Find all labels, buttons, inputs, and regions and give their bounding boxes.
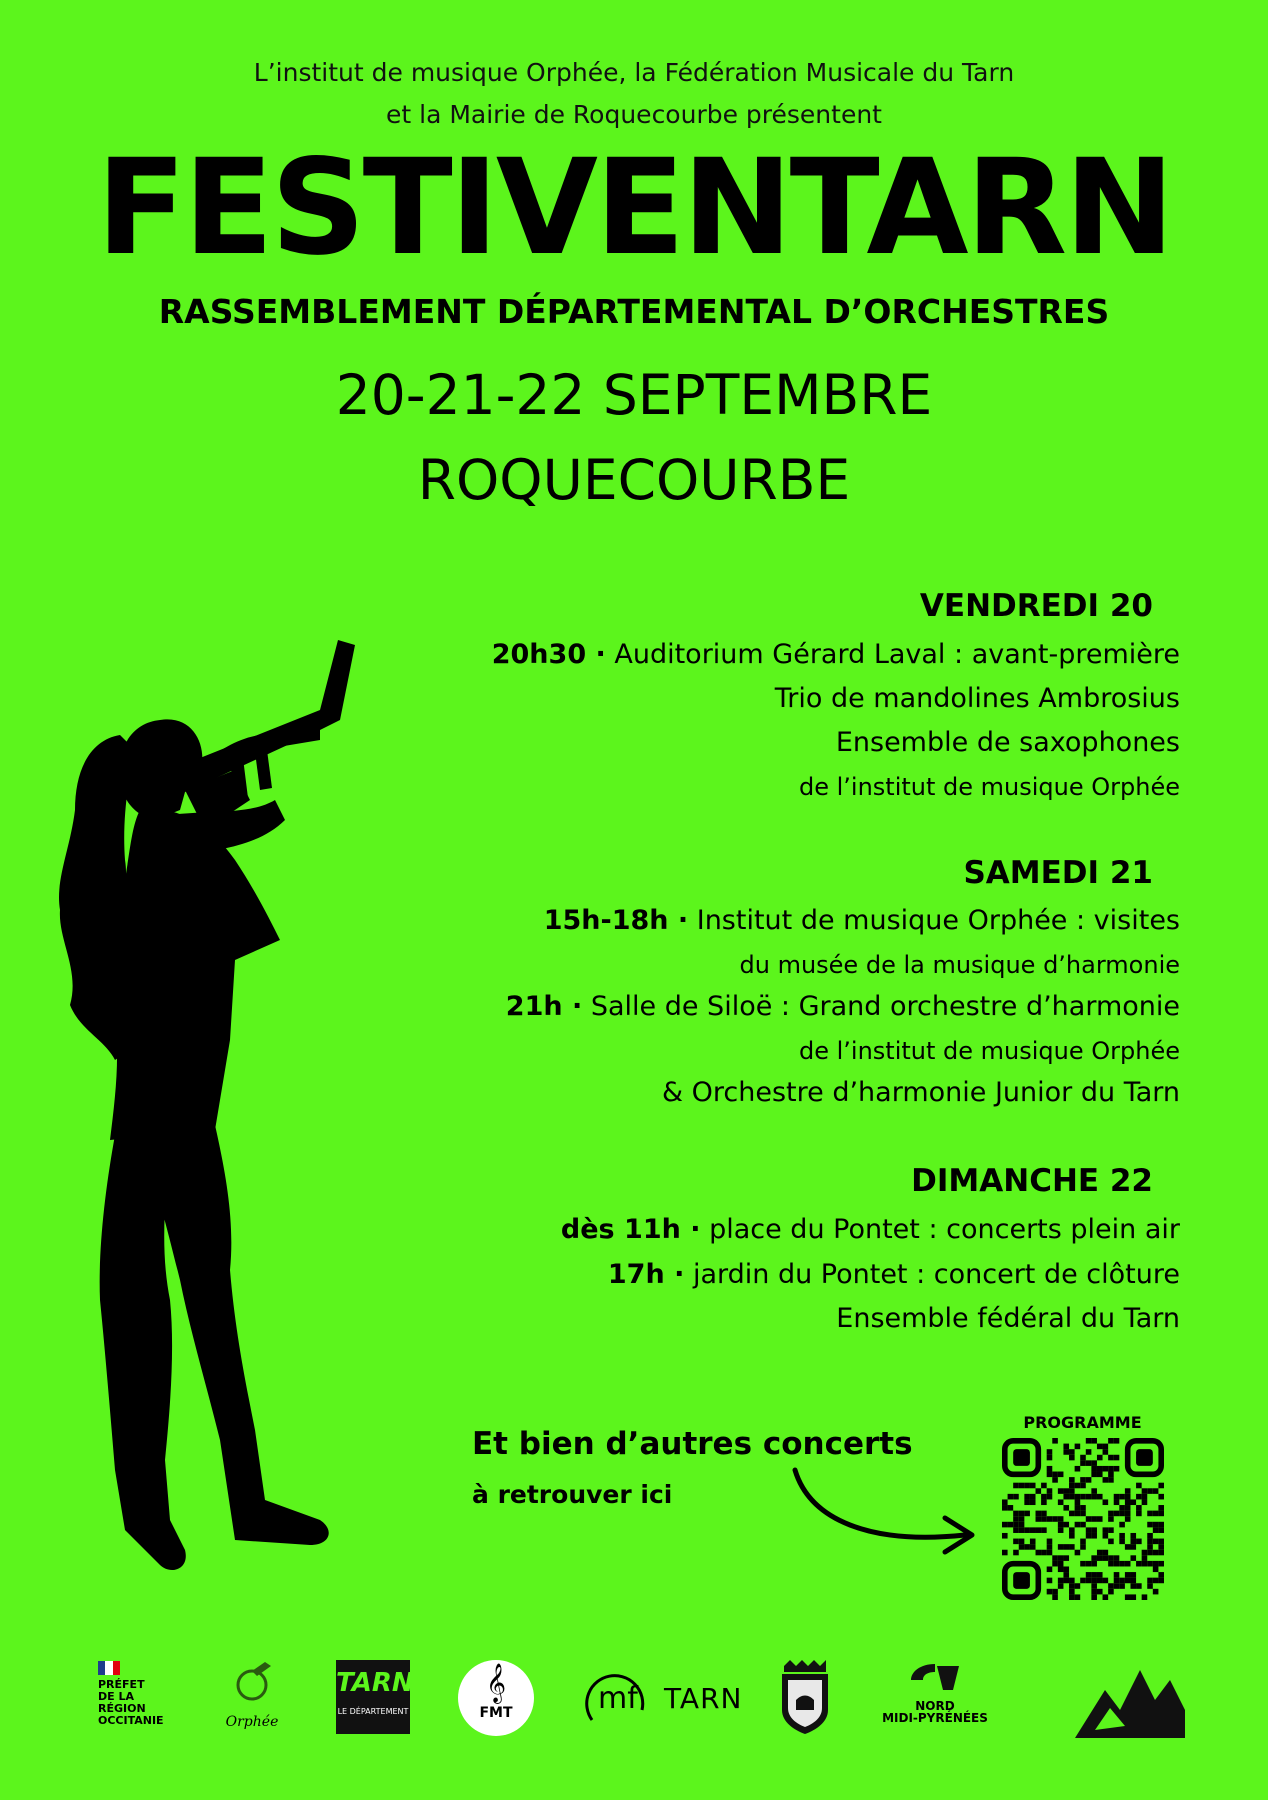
ca-line-2: MIDI-PYRÉNÉES: [882, 1711, 988, 1725]
mountain-logo-icon: [1075, 1660, 1185, 1738]
friday-line-4: de l’institut de musique Orphée: [798, 773, 1180, 801]
friday-event-1: Auditorium Gérard Laval : avant-première: [614, 639, 1180, 670]
sunday-event-2: jardin du Pontet : concert de clôture: [692, 1259, 1180, 1290]
logo-fmt: [458, 1660, 534, 1736]
prefet-line-1: PRÉFET: [98, 1678, 145, 1691]
logo-prefet-occitanie: [98, 1660, 178, 1740]
logo-credit-agricole: [880, 1660, 990, 1740]
saturday-event-1: Institut de musique Orphée : visites: [696, 905, 1180, 936]
logo-roquecourbe-crest: [778, 1660, 832, 1740]
friday-line-3: Ensemble de saxophones: [835, 727, 1180, 758]
qr-code-icon[interactable]: [1002, 1438, 1164, 1600]
presenters-line-2: et la Mairie de Roquecourbe présentent: [386, 100, 882, 129]
festival-title: FESTIVENTARN: [96, 131, 1172, 285]
tarn-sub-label: LE DÉPARTEMENT: [337, 1707, 409, 1716]
festival-city: ROQUECOURBE: [417, 448, 851, 512]
horn-icon: [227, 1660, 277, 1710]
sunday-line-2: [320, 1254, 1180, 1296]
sunday-line-1: [320, 1209, 1180, 1251]
logo-tarn-departement: [336, 1660, 414, 1734]
marianne-icon: [98, 1661, 120, 1675]
curved-arrow-icon: [780, 1460, 990, 1560]
friday-line-1: [320, 634, 1180, 676]
more-concerts-sub: à retrouver ici: [472, 1480, 673, 1509]
svg-text:mf: mf: [598, 1681, 638, 1716]
coat-of-arms-icon: [778, 1660, 832, 1734]
festival-dates: 20-21-22 SEPTEMBRE: [335, 363, 933, 427]
credit-agricole-icon: [905, 1660, 965, 1696]
tarn-label: TARN: [336, 1668, 414, 1698]
saturday-line-5: & Orchestre d’harmonie Junior du Tarn: [662, 1077, 1180, 1108]
qr-label: PROGRAMME: [1023, 1413, 1142, 1432]
saturday-line-2: du musée de la musique d’harmonie: [739, 951, 1180, 979]
sunday-time-1: dès 11h ·: [560, 1214, 701, 1245]
logo-orphee: [222, 1660, 282, 1740]
mf-icon: [582, 1660, 652, 1730]
saturday-time-2: 21h ·: [505, 991, 583, 1022]
sunday-line-3: Ensemble fédéral du Tarn: [836, 1303, 1180, 1334]
sunday-time-2: 17h ·: [607, 1259, 685, 1290]
ca-line-1: NORD: [915, 1699, 955, 1713]
saturday-heading: SAMEDI 21: [963, 855, 1153, 891]
treble-clef-icon: 𝄞: [485, 1663, 507, 1703]
saturday-event-2: Salle de Siloë : Grand orchestre d’harmonie: [590, 991, 1180, 1022]
friday-heading: VENDREDI 20: [919, 588, 1153, 624]
sunday-heading: DIMANCHE 22: [911, 1163, 1153, 1199]
friday-line-2: Trio de mandolines Ambrosius: [774, 683, 1180, 714]
fmt-label: FMT: [479, 1705, 513, 1721]
friday-time-1: 20h30 ·: [491, 639, 606, 670]
logo-mf-tarn: [582, 1660, 743, 1740]
saturday-time-1: 15h-18h ·: [543, 905, 689, 936]
sunday-event-1: place du Pontet : concerts plein air: [709, 1214, 1180, 1245]
prefet-line-2: DE LA RÉGION: [98, 1690, 146, 1715]
prefet-line-3: OCCITANIE: [98, 1714, 164, 1727]
saturday-line-4: de l’institut de musique Orphée: [798, 1037, 1180, 1065]
mf-tarn-label: TARN: [664, 1682, 743, 1715]
presenters-line-1: L’institut de musique Orphée, la Fédération Musicale du Tarn: [253, 58, 1015, 87]
orphee-label: Orphée: [225, 1714, 279, 1730]
saturday-line-1: [320, 900, 1180, 942]
more-concerts-heading: Et bien d’autres concerts: [472, 1426, 913, 1462]
logo-mountains: [1075, 1660, 1185, 1740]
presenters-text: [0, 52, 1268, 136]
festival-subtitle: RASSEMBLEMENT DÉPARTEMENTAL D’ORCHESTRES: [158, 292, 1110, 331]
saturday-line-3: [320, 986, 1180, 1028]
